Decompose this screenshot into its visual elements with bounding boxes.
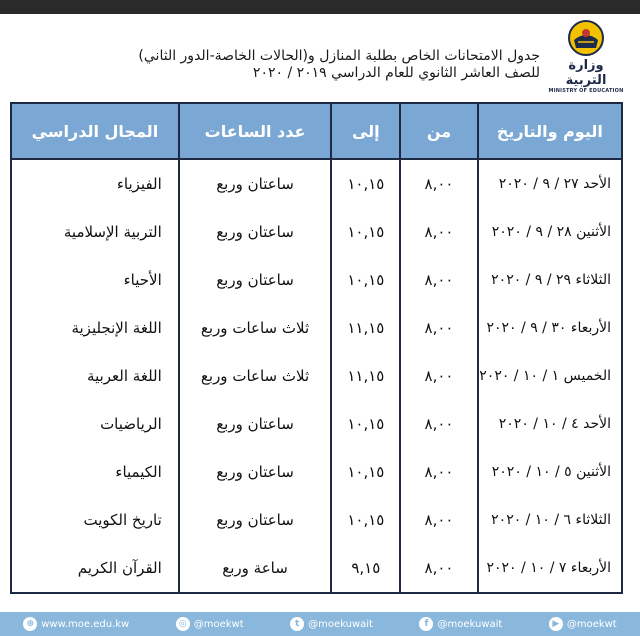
- instagram-text: @moekwt: [193, 618, 244, 630]
- cell-hours: ساعتان وربع: [179, 208, 331, 256]
- cell-day: الأحد ٤ / ١٠ / ٢٠٢٠: [478, 400, 622, 448]
- footer-twitter[interactable]: [290, 617, 373, 631]
- table-row: [11, 544, 622, 593]
- table-row: [11, 208, 622, 256]
- cell-hours: ساعة وربع: [179, 544, 331, 593]
- ministry-logo: [546, 18, 626, 94]
- cell-day: الأربعاء ٧ / ١٠ / ٢٠٢٠: [478, 544, 622, 593]
- cell-subject: تاريخ الكويت: [11, 496, 179, 544]
- cell-hours: ساعتان وربع: [179, 496, 331, 544]
- footer-youtube[interactable]: [549, 617, 617, 631]
- column-header-to: إلى: [331, 103, 400, 159]
- globe-icon: ⊕: [23, 617, 37, 631]
- cell-day: الأربعاء ٣٠ / ٩ / ٢٠٢٠: [478, 304, 622, 352]
- top-bar: [0, 0, 640, 14]
- youtube-icon: ▶: [549, 617, 563, 631]
- cell-from: ٨,٠٠: [400, 448, 477, 496]
- cell-day: الأحد ٢٧ / ٩ / ٢٠٢٠: [478, 159, 622, 208]
- footer-instagram[interactable]: [176, 617, 244, 631]
- page-title: [40, 48, 540, 82]
- cell-subject: اللغة الإنجليزية: [11, 304, 179, 352]
- cell-to: ١١,١٥: [331, 352, 400, 400]
- cell-hours: ثلاث ساعات وربع: [179, 352, 331, 400]
- facebook-icon: f: [419, 617, 433, 631]
- cell-from: ٨,٠٠: [400, 256, 477, 304]
- cell-subject: الكيمياء: [11, 448, 179, 496]
- cell-to: ١٠,١٥: [331, 208, 400, 256]
- table-header-row: [11, 103, 622, 159]
- cell-from: ٨,٠٠: [400, 496, 477, 544]
- cell-day: الثلاثاء ٢٩ / ٩ / ٢٠٢٠: [478, 256, 622, 304]
- table-row: [11, 304, 622, 352]
- cell-to: ٩,١٥: [331, 544, 400, 593]
- cell-to: ١٠,١٥: [331, 256, 400, 304]
- cell-from: ٨,٠٠: [400, 400, 477, 448]
- cell-subject: الفيزياء: [11, 159, 179, 208]
- cell-hours: ساعتان وربع: [179, 256, 331, 304]
- youtube-text: @moekwt: [566, 618, 617, 630]
- twitter-icon: t: [290, 617, 304, 631]
- cell-hours: ثلاث ساعات وربع: [179, 304, 331, 352]
- kuwait-emblem-icon: [566, 18, 606, 58]
- table-row: [11, 256, 622, 304]
- facebook-text: @moekuwait: [437, 618, 503, 630]
- table-row: [11, 448, 622, 496]
- cell-subject: التربية الإسلامية: [11, 208, 179, 256]
- cell-from: ٨,٠٠: [400, 208, 477, 256]
- cell-hours: ساعتان وربع: [179, 448, 331, 496]
- cell-day: الأثنين ٢٨ / ٩ / ٢٠٢٠: [478, 208, 622, 256]
- cell-day: الثلاثاء ٦ / ١٠ / ٢٠٢٠: [478, 496, 622, 544]
- cell-from: ٨,٠٠: [400, 304, 477, 352]
- exam-schedule-table: [10, 102, 623, 594]
- cell-to: ١٠,١٥: [331, 496, 400, 544]
- column-header-day: اليوم والتاريخ: [478, 103, 622, 159]
- title-line-1: جدول الامتحانات الخاص بطلبة المنازل و(الحالات الخاصة-الدور الثاني): [138, 48, 540, 64]
- title-line-2: للصف العاشر الثانوي للعام الدراسي ٢٠١٩ / ٢٠٢٠: [252, 65, 540, 81]
- website-text: www.moe.edu.kw: [41, 618, 130, 630]
- table-row: [11, 159, 622, 208]
- cell-to: ١١,١٥: [331, 304, 400, 352]
- cell-hours: ساعتان وربع: [179, 400, 331, 448]
- table-row: [11, 496, 622, 544]
- column-header-from: من: [400, 103, 477, 159]
- cell-from: ٨,٠٠: [400, 352, 477, 400]
- footer-website[interactable]: [23, 617, 129, 631]
- cell-to: ١٠,١٥: [331, 159, 400, 208]
- instagram-icon: ◎: [176, 617, 190, 631]
- footer-facebook[interactable]: [419, 617, 502, 631]
- column-header-subject: المجال الدراسي: [11, 103, 179, 159]
- cell-day: الخميس ١ / ١٠ / ٢٠٢٠: [478, 352, 622, 400]
- cell-day: الأثنين ٥ / ١٠ / ٢٠٢٠: [478, 448, 622, 496]
- cell-subject: اللغة العربية: [11, 352, 179, 400]
- logo-english-text: MINISTRY OF EDUCATION: [548, 88, 624, 94]
- cell-from: ٨,٠٠: [400, 159, 477, 208]
- cell-subject: القرآن الكريم: [11, 544, 179, 593]
- twitter-text: @moekuwait: [308, 618, 373, 630]
- table-row: [11, 400, 622, 448]
- column-header-hours: عدد الساعات: [179, 103, 331, 159]
- cell-subject: الأحياء: [11, 256, 179, 304]
- cell-hours: ساعتان وربع: [179, 159, 331, 208]
- footer-bar: [0, 612, 640, 636]
- cell-subject: الرياضيات: [11, 400, 179, 448]
- cell-to: ١٠,١٥: [331, 400, 400, 448]
- table-row: [11, 352, 622, 400]
- cell-from: ٨,٠٠: [400, 544, 477, 593]
- logo-arabic-text: وزارة التربية: [565, 58, 607, 88]
- cell-to: ١٠,١٥: [331, 448, 400, 496]
